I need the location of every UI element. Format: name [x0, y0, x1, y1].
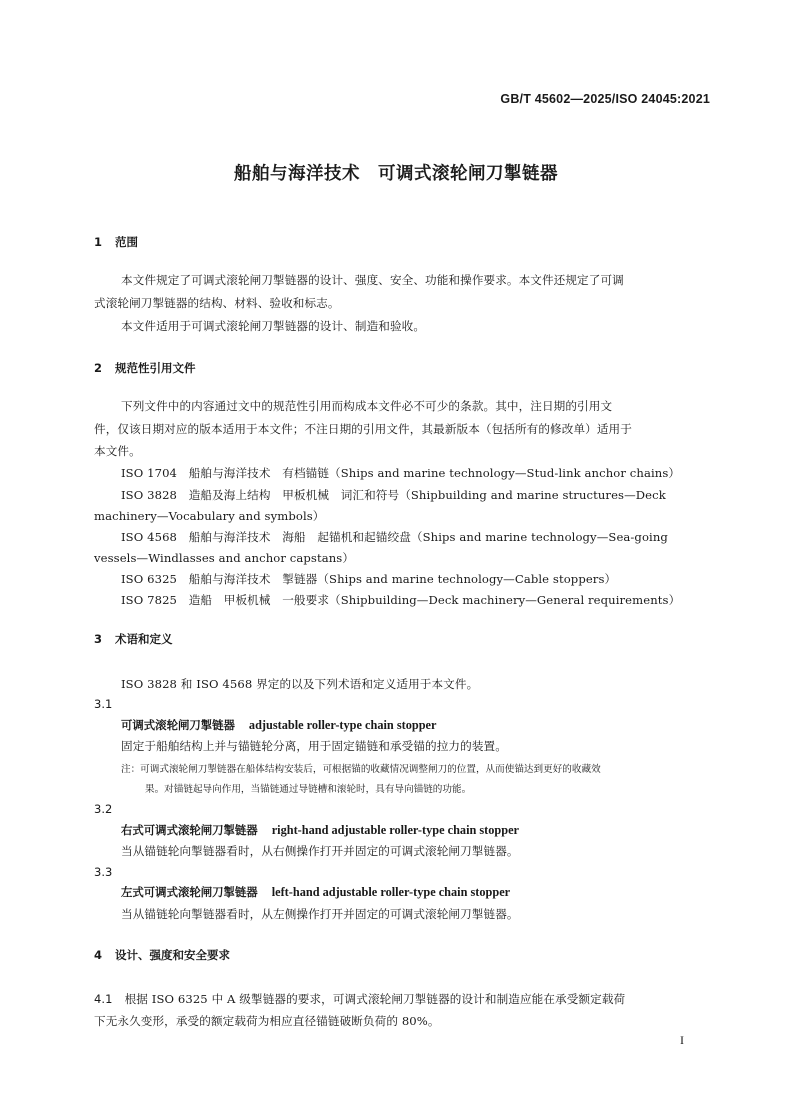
section-title: 范围: [115, 235, 138, 249]
section-3-heading: [94, 631, 173, 647]
term-english: adjustable roller-type chain stopper: [248, 718, 437, 732]
section-number: 3: [94, 632, 103, 646]
section-2-heading: [94, 360, 196, 376]
term-definition: 当从锚链轮向掣链器看时，从右侧操作打开并固定的可调式滚轮闸刀掣链器。: [121, 844, 519, 858]
term-number: 3.3: [94, 865, 113, 879]
term-chinese: 左式可调式滚轮闸刀掣链器: [121, 885, 258, 899]
clause-line: 下无永久变形，承受的额定载荷为相应直径锚链破断负荷的 80%。: [94, 1014, 440, 1028]
reference-item-continued: vessels—Windlasses and anchor capstans）: [94, 551, 355, 565]
reference-item: ISO 3828 造船及海上结构 甲板机械 词汇和符号（Shipbuilding and marine structures—Deck: [121, 488, 666, 502]
term-number: 3.1: [94, 697, 113, 711]
term-entry: [121, 717, 436, 733]
section-number: 1: [94, 235, 103, 249]
section-4-heading: [94, 947, 230, 963]
term-definition: 固定于船舶结构上并与锚链轮分离，用于固定锚链和承受锚的拉力的装置。: [121, 739, 507, 753]
section-number: 2: [94, 361, 103, 375]
section-title: 设计、强度和安全要求: [115, 948, 230, 962]
page-number: I: [680, 1033, 684, 1047]
term-definition: 当从锚链轮向掣链器看时，从左侧操作打开并固定的可调式滚轮闸刀掣链器。: [121, 907, 519, 921]
reference-item: ISO 7825 造船 甲板机械 一般要求（Shipbuilding—Deck machinery—General requirements）: [121, 593, 681, 607]
document-number: GB/T 45602—2025/ISO 24045:2021: [500, 92, 710, 106]
paragraph-line: 本文件适用于可调式滚轮闸刀掣链器的设计、制造和验收。: [121, 319, 426, 333]
paragraph-line: 件，仅该日期对应的版本适用于本文件；不注日期的引用文件，其最新版本（包括所有的修改单）适用于: [94, 422, 632, 436]
paragraph-line: 本文件规定了可调式滚轮闸刀掣链器的设计、强度、安全、功能和操作要求。本文件还规定了可调: [121, 273, 624, 287]
page-title: 船舶与海洋技术 可调式滚轮闸刀掣链器: [234, 164, 558, 184]
paragraph-line: ISO 3828 和 ISO 4568 界定的以及下列术语和定义适用于本文件。: [121, 677, 479, 691]
reference-item: ISO 6325 船舶与海洋技术 掣链器（Ships and marine technology—Cable stoppers）: [121, 572, 617, 586]
section-title: 术语和定义: [115, 632, 173, 646]
section-1-heading: [94, 234, 138, 250]
clause-line: [94, 991, 625, 1007]
term-entry: [121, 822, 519, 838]
note-line: 果。对锚链起导向作用，当锚链通过导链槽和滚轮时，具有导向锚链的功能。: [145, 784, 472, 795]
term-entry: [121, 884, 510, 900]
term-english: right-hand adjustable roller-type chain stopper: [271, 823, 520, 837]
term-english: left-hand adjustable roller-type chain stopper: [271, 885, 511, 899]
term-number: 3.2: [94, 802, 113, 816]
reference-item-continued: machinery—Vocabulary and symbols）: [94, 509, 325, 523]
reference-item: ISO 1704 船舶与海洋技术 有档锚链（Ships and marine technology—Stud-link anchor chains）: [121, 466, 681, 480]
paragraph-line: 本文件。: [94, 444, 141, 458]
section-number: 4: [94, 948, 103, 962]
term-chinese: 可调式滚轮闸刀掣链器: [121, 718, 235, 732]
reference-item: ISO 4568 船舶与海洋技术 海船 起锚机和起锚绞盘（Ships and marine technology—Sea-going: [121, 530, 668, 544]
paragraph-line: 式滚轮闸刀掣链器的结构、材料、验收和标志。: [94, 296, 340, 310]
clause-text: 根据 ISO 6325 中 A 级掣链器的要求，可调式滚轮闸刀掣链器的设计和制造应能在承受额定载荷: [124, 992, 626, 1006]
clause-number: 4.1: [94, 992, 113, 1006]
term-chinese: 右式可调式滚轮闸刀掣链器: [121, 823, 258, 837]
paragraph-line: 下列文件中的内容通过文中的规范性引用而构成本文件必不可少的条款。其中，注日期的引用文: [121, 399, 613, 413]
note-line: 注：可调式滚轮闸刀掣链器在船体结构安装后，可根据锚的收藏情况调整闸刀的位置，从而使锚达到更好的收藏效: [121, 764, 601, 775]
section-title: 规范性引用文件: [115, 361, 196, 375]
